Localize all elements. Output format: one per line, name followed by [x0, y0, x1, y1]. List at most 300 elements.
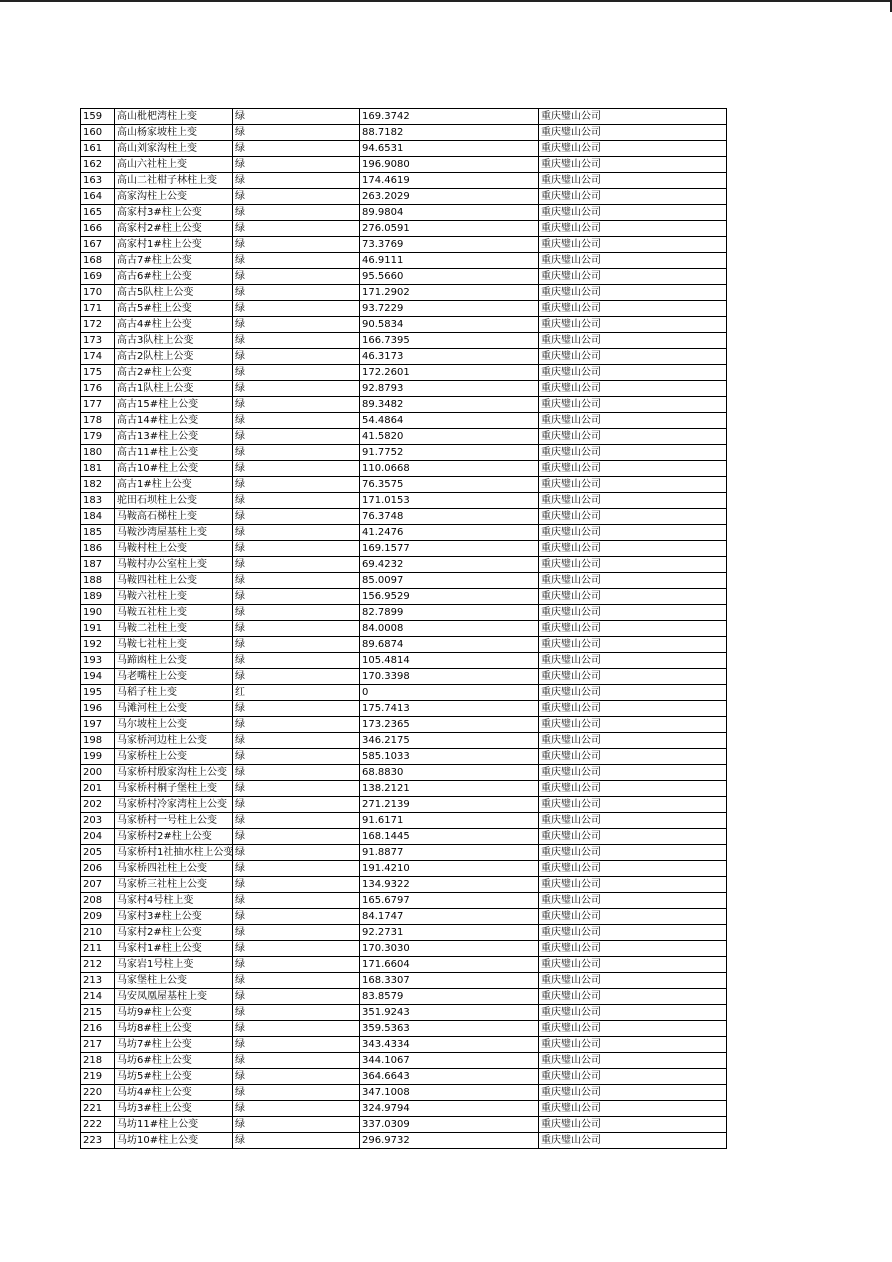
company-cell: 重庆璧山公司: [539, 845, 727, 861]
table-row: [81, 1133, 727, 1149]
transformer-name-cell: 高家村2#柱上公变: [115, 221, 233, 237]
status-color-cell: 绿: [233, 381, 360, 397]
row-number-cell: 167: [81, 237, 115, 253]
transformer-name-cell: 马尔坡柱上公变: [115, 717, 233, 733]
transformer-name-cell: 高古15#柱上公变: [115, 397, 233, 413]
company-cell: 重庆璧山公司: [539, 477, 727, 493]
row-number-cell: 163: [81, 173, 115, 189]
transformer-name-cell: 马家桥三社柱上公变: [115, 877, 233, 893]
table-row: [81, 637, 727, 653]
company-cell: 重庆璧山公司: [539, 1021, 727, 1037]
transformer-name-cell: 马鞍村柱上公变: [115, 541, 233, 557]
company-cell: 重庆璧山公司: [539, 781, 727, 797]
table-row: [81, 829, 727, 845]
transformer-name-cell: 驼田石坝柱上公变: [115, 493, 233, 509]
row-number-cell: 162: [81, 157, 115, 173]
row-number-cell: 208: [81, 893, 115, 909]
transformer-name-cell: 马家桥村殷家沟柱上公变: [115, 765, 233, 781]
company-cell: 重庆璧山公司: [539, 621, 727, 637]
company-cell: 重庆璧山公司: [539, 765, 727, 781]
transformer-name-cell: 高古2队柱上公变: [115, 349, 233, 365]
company-cell: 重庆璧山公司: [539, 525, 727, 541]
transformer-name-cell: 高古7#柱上公变: [115, 253, 233, 269]
company-cell: 重庆璧山公司: [539, 1101, 727, 1117]
transformer-name-cell: 马家村1#柱上公变: [115, 941, 233, 957]
value-cell: 191.4210: [360, 861, 539, 877]
value-cell: 296.9732: [360, 1133, 539, 1149]
row-number-cell: 213: [81, 973, 115, 989]
row-number-cell: 168: [81, 253, 115, 269]
value-cell: 89.6874: [360, 637, 539, 653]
transformer-name-cell: 马家桥村1社抽水柱上公变: [115, 845, 233, 861]
value-cell: 134.9322: [360, 877, 539, 893]
value-cell: 364.6643: [360, 1069, 539, 1085]
transformer-name-cell: 马家村3#柱上公变: [115, 909, 233, 925]
table-row: [81, 493, 727, 509]
table-row: [81, 893, 727, 909]
row-number-cell: 161: [81, 141, 115, 157]
value-cell: 337.0309: [360, 1117, 539, 1133]
table-row: [81, 509, 727, 525]
transformer-name-cell: 高山二社柑子林柱上变: [115, 173, 233, 189]
row-number-cell: 221: [81, 1101, 115, 1117]
company-cell: 重庆璧山公司: [539, 397, 727, 413]
row-number-cell: 159: [81, 109, 115, 125]
value-cell: 41.2476: [360, 525, 539, 541]
transformer-name-cell: 马鞍七社柱上变: [115, 637, 233, 653]
table-row: [81, 1037, 727, 1053]
transformer-name-cell: 马家桥村一号柱上公变: [115, 813, 233, 829]
value-cell: 166.7395: [360, 333, 539, 349]
row-number-cell: 198: [81, 733, 115, 749]
row-number-cell: 191: [81, 621, 115, 637]
status-color-cell: 绿: [233, 957, 360, 973]
transformer-name-cell: 马鞍四社柱上公变: [115, 573, 233, 589]
row-number-cell: 219: [81, 1069, 115, 1085]
status-color-cell: 绿: [233, 125, 360, 141]
row-number-cell: 194: [81, 669, 115, 685]
row-number-cell: 186: [81, 541, 115, 557]
table-row: [81, 749, 727, 765]
table-row: [81, 461, 727, 477]
row-number-cell: 210: [81, 925, 115, 941]
row-number-cell: 184: [81, 509, 115, 525]
table-row: [81, 589, 727, 605]
row-number-cell: 174: [81, 349, 115, 365]
status-color-cell: 绿: [233, 365, 360, 381]
value-cell: 174.4619: [360, 173, 539, 189]
table-row: [81, 1101, 727, 1117]
transformer-name-cell: 马老嘴柱上公变: [115, 669, 233, 685]
table-row: [81, 717, 727, 733]
table-row: [81, 285, 727, 301]
table-row: [81, 173, 727, 189]
transformer-name-cell: 高古13#柱上公变: [115, 429, 233, 445]
table-row: [81, 1053, 727, 1069]
transformer-name-cell: 马坊7#柱上公变: [115, 1037, 233, 1053]
value-cell: 83.8579: [360, 989, 539, 1005]
value-cell: 95.5660: [360, 269, 539, 285]
table-row: [81, 685, 727, 701]
value-cell: 89.3482: [360, 397, 539, 413]
company-cell: 重庆璧山公司: [539, 1133, 727, 1149]
status-color-cell: 绿: [233, 1005, 360, 1021]
status-color-cell: 绿: [233, 493, 360, 509]
row-number-cell: 185: [81, 525, 115, 541]
table-row: [81, 877, 727, 893]
row-number-cell: 169: [81, 269, 115, 285]
table-row: [81, 813, 727, 829]
transformer-name-cell: 马坊4#柱上公变: [115, 1085, 233, 1101]
row-number-cell: 179: [81, 429, 115, 445]
status-color-cell: 绿: [233, 605, 360, 621]
row-number-cell: 220: [81, 1085, 115, 1101]
status-color-cell: 绿: [233, 637, 360, 653]
table-row: [81, 109, 727, 125]
row-number-cell: 160: [81, 125, 115, 141]
status-color-cell: 绿: [233, 589, 360, 605]
transformer-name-cell: 高古6#柱上公变: [115, 269, 233, 285]
value-cell: 138.2121: [360, 781, 539, 797]
table-row: [81, 413, 727, 429]
status-color-cell: 绿: [233, 701, 360, 717]
company-cell: 重庆璧山公司: [539, 669, 727, 685]
row-number-cell: 214: [81, 989, 115, 1005]
value-cell: 165.6797: [360, 893, 539, 909]
company-cell: 重庆璧山公司: [539, 269, 727, 285]
transformer-name-cell: 马家桥河边柱上公变: [115, 733, 233, 749]
row-number-cell: 223: [81, 1133, 115, 1149]
status-color-cell: 绿: [233, 765, 360, 781]
value-cell: 110.0668: [360, 461, 539, 477]
company-cell: 重庆璧山公司: [539, 909, 727, 925]
transformer-name-cell: 高家沟柱上公变: [115, 189, 233, 205]
table-row: [81, 765, 727, 781]
transformer-name-cell: 马家桥村桐子堡柱上变: [115, 781, 233, 797]
value-cell: 94.6531: [360, 141, 539, 157]
value-cell: 68.8830: [360, 765, 539, 781]
row-number-cell: 202: [81, 797, 115, 813]
value-cell: 276.0591: [360, 221, 539, 237]
transformer-name-cell: 高山杨家坡柱上变: [115, 125, 233, 141]
company-cell: 重庆璧山公司: [539, 509, 727, 525]
value-cell: 91.8877: [360, 845, 539, 861]
row-number-cell: 192: [81, 637, 115, 653]
status-color-cell: 绿: [233, 525, 360, 541]
value-cell: 91.6171: [360, 813, 539, 829]
transformer-name-cell: 马滩河柱上公变: [115, 701, 233, 717]
transformer-name-cell: 马鞍五社柱上变: [115, 605, 233, 621]
status-color-cell: 绿: [233, 797, 360, 813]
status-color-cell: 绿: [233, 205, 360, 221]
transformer-name-cell: 马家桥村2#柱上公变: [115, 829, 233, 845]
row-number-cell: 182: [81, 477, 115, 493]
company-cell: 重庆璧山公司: [539, 237, 727, 253]
transformer-name-cell: 高古14#柱上公变: [115, 413, 233, 429]
row-number-cell: 212: [81, 957, 115, 973]
status-color-cell: 绿: [233, 1085, 360, 1101]
company-cell: 重庆璧山公司: [539, 829, 727, 845]
transformer-name-cell: 马家桥四社柱上公变: [115, 861, 233, 877]
row-number-cell: 200: [81, 765, 115, 781]
transformer-name-cell: 高古11#柱上公变: [115, 445, 233, 461]
status-color-cell: 绿: [233, 253, 360, 269]
company-cell: 重庆璧山公司: [539, 733, 727, 749]
row-number-cell: 201: [81, 781, 115, 797]
company-cell: 重庆璧山公司: [539, 173, 727, 189]
value-cell: 46.3173: [360, 349, 539, 365]
company-cell: 重庆璧山公司: [539, 685, 727, 701]
transformer-name-cell: 高古1队柱上公变: [115, 381, 233, 397]
table-row: [81, 365, 727, 381]
table-row: [81, 781, 727, 797]
status-color-cell: 绿: [233, 845, 360, 861]
status-color-cell: 绿: [233, 317, 360, 333]
status-color-cell: 绿: [233, 1117, 360, 1133]
table-row: [81, 797, 727, 813]
status-color-cell: 绿: [233, 573, 360, 589]
status-color-cell: 绿: [233, 781, 360, 797]
value-cell: 0: [360, 685, 539, 701]
value-cell: 347.1008: [360, 1085, 539, 1101]
company-cell: 重庆璧山公司: [539, 1117, 727, 1133]
value-cell: 344.1067: [360, 1053, 539, 1069]
value-cell: 170.3398: [360, 669, 539, 685]
status-color-cell: 绿: [233, 109, 360, 125]
status-color-cell: 绿: [233, 237, 360, 253]
transformer-name-cell: 马家堡柱上公变: [115, 973, 233, 989]
company-cell: 重庆璧山公司: [539, 1053, 727, 1069]
value-cell: 168.3307: [360, 973, 539, 989]
value-cell: 92.2731: [360, 925, 539, 941]
transformer-name-cell: 马家桥柱上公变: [115, 749, 233, 765]
table-row: [81, 973, 727, 989]
row-number-cell: 209: [81, 909, 115, 925]
transformer-name-cell: 高古3队柱上公变: [115, 333, 233, 349]
company-cell: 重庆璧山公司: [539, 893, 727, 909]
company-cell: 重庆璧山公司: [539, 1085, 727, 1101]
value-cell: 90.5834: [360, 317, 539, 333]
table-row: [81, 525, 727, 541]
row-number-cell: 189: [81, 589, 115, 605]
company-cell: 重庆璧山公司: [539, 1069, 727, 1085]
row-number-cell: 222: [81, 1117, 115, 1133]
company-cell: 重庆璧山公司: [539, 317, 727, 333]
row-number-cell: 173: [81, 333, 115, 349]
row-number-cell: 177: [81, 397, 115, 413]
transformer-name-cell: 高家村3#柱上公变: [115, 205, 233, 221]
value-cell: 171.0153: [360, 493, 539, 509]
company-cell: 重庆璧山公司: [539, 877, 727, 893]
value-cell: 168.1445: [360, 829, 539, 845]
value-cell: 82.7899: [360, 605, 539, 621]
status-color-cell: 绿: [233, 221, 360, 237]
transformer-name-cell: 马鞍六社柱上变: [115, 589, 233, 605]
transformer-name-cell: 马家桥村冷家湾柱上公变: [115, 797, 233, 813]
status-color-cell: 绿: [233, 925, 360, 941]
status-color-cell: 绿: [233, 285, 360, 301]
status-color-cell: 绿: [233, 717, 360, 733]
value-cell: 92.8793: [360, 381, 539, 397]
table-row: [81, 573, 727, 589]
value-cell: 85.0097: [360, 573, 539, 589]
status-color-cell: 绿: [233, 157, 360, 173]
row-number-cell: 196: [81, 701, 115, 717]
table-row: [81, 989, 727, 1005]
table-row: [81, 397, 727, 413]
row-number-cell: 199: [81, 749, 115, 765]
company-cell: 重庆璧山公司: [539, 957, 727, 973]
transformer-name-cell: 高古1#柱上公变: [115, 477, 233, 493]
value-cell: 169.3742: [360, 109, 539, 125]
company-cell: 重庆璧山公司: [539, 109, 727, 125]
row-number-cell: 165: [81, 205, 115, 221]
status-color-cell: 绿: [233, 189, 360, 205]
table-row: [81, 541, 727, 557]
value-cell: 173.2365: [360, 717, 539, 733]
value-cell: 351.9243: [360, 1005, 539, 1021]
row-number-cell: 215: [81, 1005, 115, 1021]
row-number-cell: 211: [81, 941, 115, 957]
company-cell: 重庆璧山公司: [539, 797, 727, 813]
status-color-cell: 绿: [233, 301, 360, 317]
transformer-name-cell: 高古4#柱上公变: [115, 317, 233, 333]
status-color-cell: 绿: [233, 877, 360, 893]
value-cell: 46.9111: [360, 253, 539, 269]
status-color-cell: 绿: [233, 509, 360, 525]
table-row: [81, 141, 727, 157]
table-row: [81, 861, 727, 877]
company-cell: 重庆璧山公司: [539, 253, 727, 269]
table-row: [81, 653, 727, 669]
value-cell: 84.0008: [360, 621, 539, 637]
company-cell: 重庆璧山公司: [539, 205, 727, 221]
status-color-cell: 绿: [233, 269, 360, 285]
company-cell: 重庆璧山公司: [539, 541, 727, 557]
table-row: [81, 381, 727, 397]
table-row: [81, 669, 727, 685]
table-row: [81, 621, 727, 637]
transformer-name-cell: 马鞍村办公室柱上变: [115, 557, 233, 573]
value-cell: 171.6604: [360, 957, 539, 973]
value-cell: 91.7752: [360, 445, 539, 461]
table-row: [81, 701, 727, 717]
value-cell: 73.3769: [360, 237, 539, 253]
transformer-name-cell: 马坊8#柱上公变: [115, 1021, 233, 1037]
value-cell: 263.2029: [360, 189, 539, 205]
row-number-cell: 217: [81, 1037, 115, 1053]
row-number-cell: 205: [81, 845, 115, 861]
table-row: [81, 1005, 727, 1021]
transformer-name-cell: 马鞍二社柱上变: [115, 621, 233, 637]
status-color-cell: 绿: [233, 397, 360, 413]
transformer-name-cell: 高山六社柱上变: [115, 157, 233, 173]
row-number-cell: 172: [81, 317, 115, 333]
transformer-name-cell: 高古10#柱上公变: [115, 461, 233, 477]
transformer-name-cell: 马家岩1号柱上变: [115, 957, 233, 973]
table-row: [81, 1069, 727, 1085]
table-row: [81, 301, 727, 317]
company-cell: 重庆璧山公司: [539, 557, 727, 573]
row-number-cell: 195: [81, 685, 115, 701]
table-row: [81, 557, 727, 573]
table-row: [81, 1085, 727, 1101]
table-row: [81, 269, 727, 285]
row-number-cell: 180: [81, 445, 115, 461]
row-number-cell: 176: [81, 381, 115, 397]
company-cell: 重庆璧山公司: [539, 429, 727, 445]
transformer-name-cell: 马家村2#柱上公变: [115, 925, 233, 941]
company-cell: 重庆璧山公司: [539, 221, 727, 237]
company-cell: 重庆璧山公司: [539, 717, 727, 733]
status-color-cell: 绿: [233, 621, 360, 637]
company-cell: 重庆璧山公司: [539, 125, 727, 141]
table-row: [81, 237, 727, 253]
transformer-name-cell: 高古2#柱上公变: [115, 365, 233, 381]
status-color-cell: 绿: [233, 813, 360, 829]
row-number-cell: 175: [81, 365, 115, 381]
status-color-cell: 绿: [233, 1053, 360, 1069]
table-row: [81, 1021, 727, 1037]
table-row: [81, 189, 727, 205]
company-cell: 重庆璧山公司: [539, 301, 727, 317]
row-number-cell: 218: [81, 1053, 115, 1069]
status-color-cell: 红: [233, 685, 360, 701]
company-cell: 重庆璧山公司: [539, 589, 727, 605]
value-cell: 76.3748: [360, 509, 539, 525]
company-cell: 重庆璧山公司: [539, 861, 727, 877]
table-row: [81, 477, 727, 493]
transformer-name-cell: 高古5#柱上公变: [115, 301, 233, 317]
status-color-cell: 绿: [233, 941, 360, 957]
row-number-cell: 203: [81, 813, 115, 829]
company-cell: 重庆璧山公司: [539, 749, 727, 765]
table-row: [81, 733, 727, 749]
status-color-cell: 绿: [233, 669, 360, 685]
company-cell: 重庆璧山公司: [539, 381, 727, 397]
status-color-cell: 绿: [233, 445, 360, 461]
transformer-name-cell: 马坊11#柱上公变: [115, 1117, 233, 1133]
table-row: [81, 429, 727, 445]
company-cell: 重庆璧山公司: [539, 637, 727, 653]
table-row: [81, 157, 727, 173]
status-color-cell: 绿: [233, 541, 360, 557]
status-color-cell: 绿: [233, 429, 360, 445]
transformer-name-cell: 马鞍高石梯柱上变: [115, 509, 233, 525]
table-row: [81, 605, 727, 621]
row-number-cell: 204: [81, 829, 115, 845]
status-color-cell: 绿: [233, 1101, 360, 1117]
table-row: [81, 941, 727, 957]
status-color-cell: 绿: [233, 989, 360, 1005]
company-cell: 重庆璧山公司: [539, 653, 727, 669]
transformer-name-cell: 高山枇杷湾柱上变: [115, 109, 233, 125]
value-cell: 76.3575: [360, 477, 539, 493]
company-cell: 重庆璧山公司: [539, 349, 727, 365]
table-row: [81, 909, 727, 925]
company-cell: 重庆璧山公司: [539, 1005, 727, 1021]
transformer-name-cell: 马安凤凰屋基柱上变: [115, 989, 233, 1005]
row-number-cell: 193: [81, 653, 115, 669]
company-cell: 重庆璧山公司: [539, 285, 727, 301]
row-number-cell: 166: [81, 221, 115, 237]
value-cell: 105.4814: [360, 653, 539, 669]
status-color-cell: 绿: [233, 733, 360, 749]
transformer-name-cell: 高古5队柱上公变: [115, 285, 233, 301]
transformer-name-cell: 高山刘家沟柱上变: [115, 141, 233, 157]
status-color-cell: 绿: [233, 909, 360, 925]
table-body: [81, 109, 727, 1149]
